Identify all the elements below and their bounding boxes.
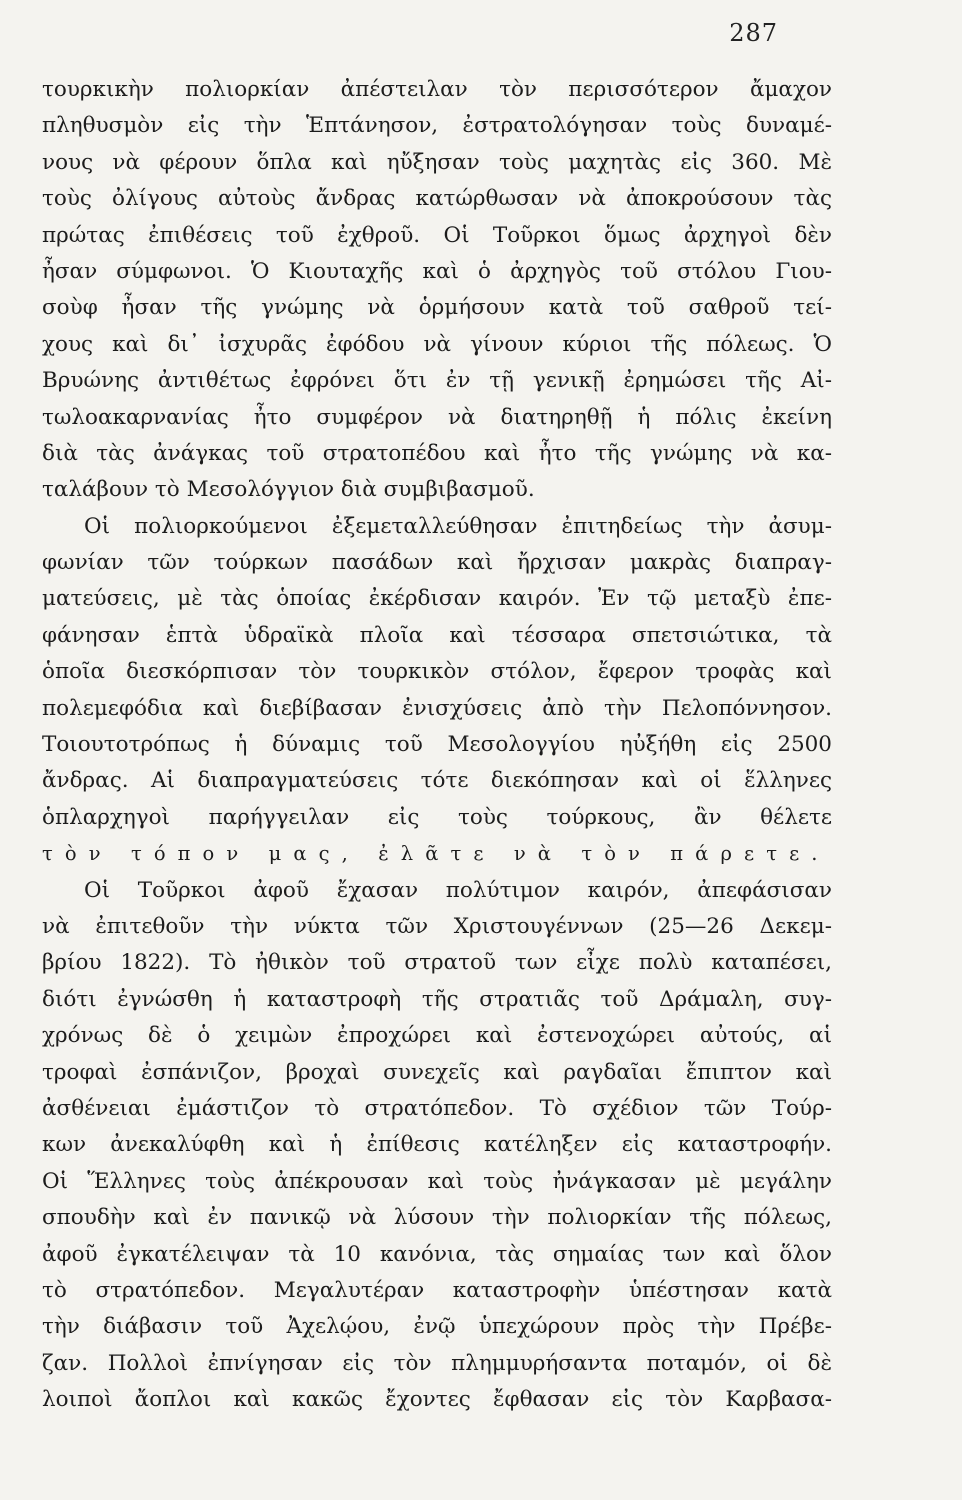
text-line: φάνησαν ἑπτὰ ὑδραϊκὰ πλοῖα καὶ τέσσαρα σπετσιώτικα, τὰ xyxy=(42,622,832,648)
text-line: φωνίαν τῶν τούρκων πασάδων καὶ ἤρχισαν μακρὰς διαπραγ- xyxy=(42,550,832,576)
text-line: διὰ τὰς ἀνάγκας τοῦ στρατοπέδου καὶ ἦτο τῆς γνώμης νὰ κα- xyxy=(42,440,832,466)
text-line: ὁποῖα διεσκόρπισαν τὸν τουρκικὸν στόλον, ἔφερον τροφὰς καὶ xyxy=(42,659,832,685)
text-line: ἀσθένειαι ἐμάστιζον τὸ στρατόπεδον. Τὸ σχέδιον τῶν Τούρ- xyxy=(42,1095,832,1121)
text-line: Βρυώνης ἀντιθέτως ἐφρόνει ὅτι ἐν τῇ γενικῇ ἐρημώσει τῆς Αἰ- xyxy=(42,368,832,394)
text-line: πολεμεφόδια καὶ διεβίβασαν ἐνισχύσεις ἀπὸ τὴν Πελοπόννησον. xyxy=(42,695,832,721)
text-line: ἄνδρας. Αἱ διαπραγματεύσεις τότε διεκόπησαν καὶ οἱ ἕλληνες xyxy=(42,768,832,794)
text-line: σπουδὴν καὶ ἐν πανικῷ νὰ λύσουν τὴν πολιορκίαν τῆς πόλεως, xyxy=(42,1205,832,1231)
text-line: βρίου 1822). Τὸ ἠθικὸν τοῦ στρατοῦ των εἶχε πολὺ καταπέσει, xyxy=(42,950,832,976)
text-line: λοιποὶ ἄοπλοι καὶ κακῶς ἔχοντες ἔφθασαν εἰς τὸν Καρβασα- xyxy=(42,1387,832,1413)
text-line: Οἱ Τοῦρκοι ἀφοῦ ἔχασαν πολύτιμον καιρόν, ἀπεφάσισαν xyxy=(84,877,832,903)
text-line: τροφαὶ ἐσπάνιζον, βροχαὶ συνεχεῖς καὶ ραγδαῖαι ἔπιπτον καὶ xyxy=(42,1059,832,1085)
text-line: πρώτας ἐπιθέσεις τοῦ ἐχθροῦ. Οἱ Τοῦρκοι ὅμως ἀρχηγοὶ δὲν xyxy=(42,222,832,248)
paragraph xyxy=(42,509,832,873)
text-line: χους καὶ δι᾽ ἰσχυρᾶς ἐφόδου νὰ γίνουν κύριοι τῆς πόλεως. Ὁ xyxy=(42,331,832,357)
text-line: τὸν τόπον μας, ἐλᾶτε νὰ τὸν πάρετε. xyxy=(42,842,830,866)
text-line: τουρκικὴν πολιορκίαν ἀπέστειλαν τὸν περισσότερον ἄμαχον xyxy=(42,77,832,102)
text-line: πληθυσμὸν εἰς τὴν Ἑπτάνησον, ἐστρατολόγησαν τοὺς δυναμέ- xyxy=(42,113,832,139)
text-line: ὁπλαρχηγοὶ παρήγγειλαν εἰς τοὺς τούρκους, ἂν θέλετε xyxy=(42,804,832,830)
text-line: τωλοακαρνανίας ἦτο συμφέρον νὰ διατηρηθῇ ἡ πόλις ἐκείνη xyxy=(42,404,832,430)
text-line: νους νὰ φέρουν ὅπλα καὶ ηὔξησαν τοὺς μαχητὰς εἰς 360. Μὲ xyxy=(42,149,832,175)
page-number: 287 xyxy=(729,19,778,47)
text-line: διότι ἐγνώσθη ἡ καταστροφὴ τῆς στρατιᾶς τοῦ Δράμαλη, συγ- xyxy=(42,986,832,1012)
paragraph xyxy=(42,873,832,1419)
text-line: κων ἀνεκαλύφθη καὶ ἡ ἐπίθεσις κατέληξεν εἰς καταστροφήν. xyxy=(42,1132,832,1158)
text-line: ματεύσεις, μὲ τὰς ὁποίας ἐκέρδισαν καιρόν. Ἐν τῷ μεταξὺ ἐπε- xyxy=(42,586,832,612)
text-line: χρόνως δὲ ὁ χειμὼν ἐπροχώρει καὶ ἐστενοχώρει αὐτούς, αἱ xyxy=(42,1023,832,1049)
text-line: ἀφοῦ ἐγκατέλειψαν τὰ 10 κανόνια, τὰς σημαίας των καὶ ὅλον xyxy=(42,1241,832,1267)
text-line: Τοιουτοτρόπως ἡ δύναμις τοῦ Μεσολογγίου ηὐξήθη εἰς 2500 xyxy=(42,732,832,758)
body-text xyxy=(42,72,832,1418)
text-line: νὰ ἐπιτεθοῦν τὴν νύκτα τῶν Χριστουγέννων (25—26 Δεκεμ- xyxy=(42,913,832,939)
text-line: τὴν διάβασιν τοῦ Ἀχελῴου, ἐνῷ ὑπεχώρουν πρὸς τὴν Πρέβε- xyxy=(42,1314,832,1340)
text-line: ταλάβουν τὸ Μεσολόγγιον διὰ συμβιβασμοῦ. xyxy=(42,477,535,503)
paragraph xyxy=(42,72,832,509)
text-line: τοὺς ὀλίγους αὐτοὺς ἄνδρας κατώρθωσαν νὰ ἀποκρούσουν τὰς xyxy=(42,186,832,212)
text-line: ἦσαν σύμφωνοι. Ὁ Κιουταχῆς καὶ ὁ ἀρχηγὸς τοῦ στόλου Γιου- xyxy=(42,258,832,284)
text-line: τὸ στρατόπεδον. Μεγαλυτέραν καταστροφὴν ὑπέστησαν κατὰ xyxy=(42,1277,832,1303)
text-line: ζαν. Πολλοὶ ἐπνίγησαν εἰς τὸν πλημμυρήσαντα ποταμόν, οἱ δὲ xyxy=(42,1350,832,1376)
text-line: Οἱ πολιορκούμενοι ἐξεμεταλλεύθησαν ἐπιτηδείως τὴν ἀσυμ- xyxy=(84,513,832,539)
text-line: Οἱ Ἕλληνες τοὺς ἀπέκρουσαν καὶ τοὺς ἠνάγκασαν μὲ μεγάλην xyxy=(42,1168,832,1194)
text-line: σοὺφ ἦσαν τῆς γνώμης νὰ ὁρμήσουν κατὰ τοῦ σαθροῦ τεί- xyxy=(42,295,832,321)
